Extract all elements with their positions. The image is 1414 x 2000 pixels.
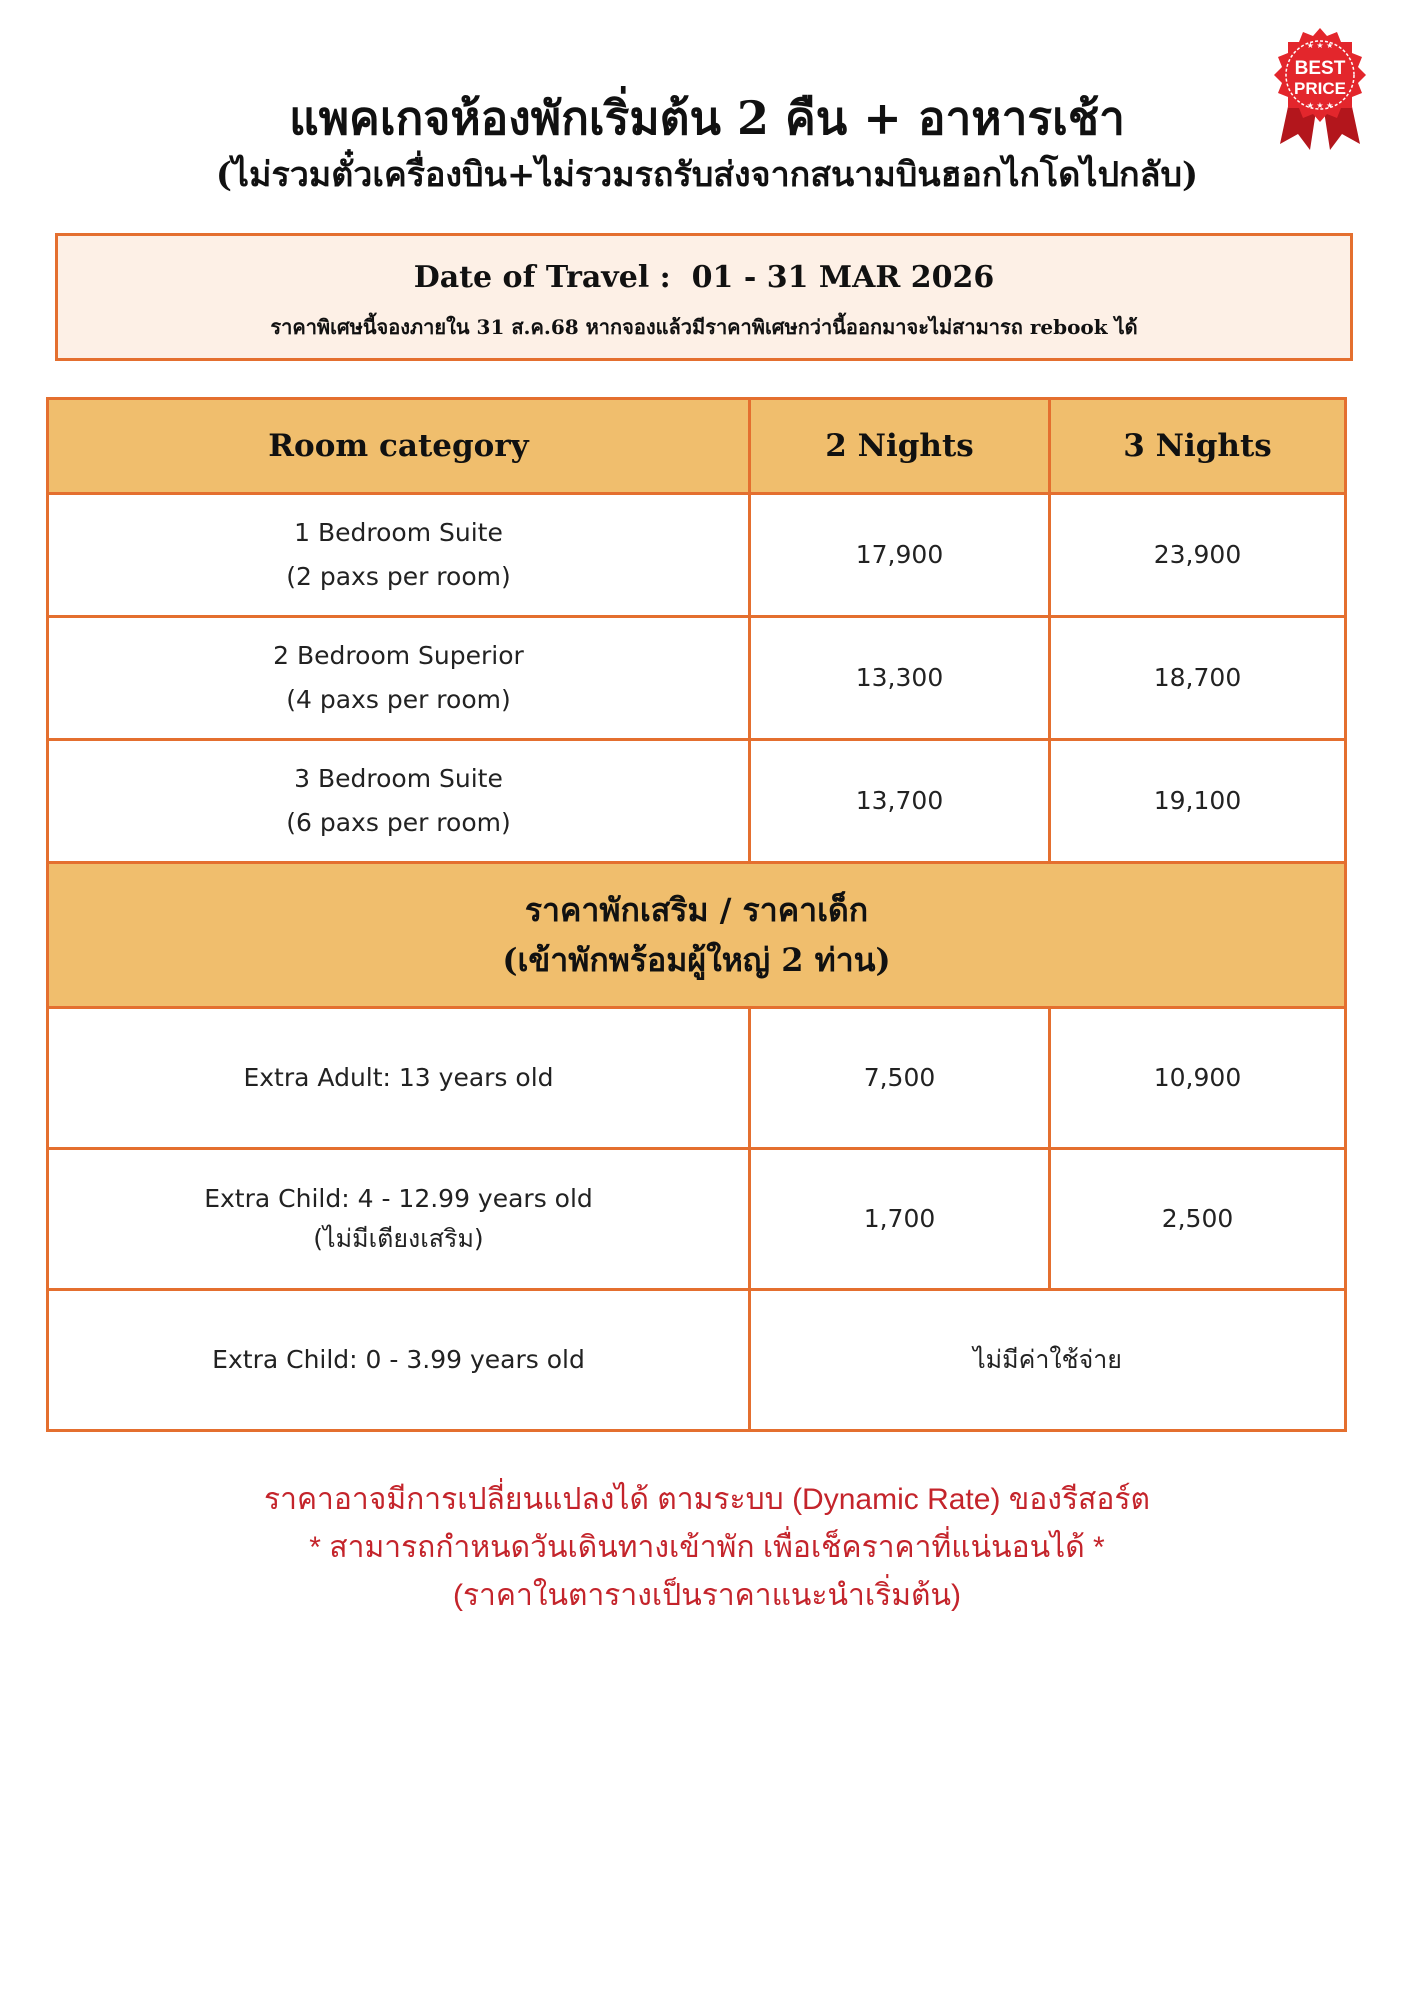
extra-label: Extra Child: 4 - 12.99 years old [204, 1184, 593, 1213]
extra-label: Extra Adult: 13 years old [243, 1063, 554, 1092]
note-line: * สามารถกำหนดวันเดินทางเข้าพัก เพื่อเช็คราคาที่แน่นอนได้ * [309, 1531, 1105, 1564]
room-category-cell [48, 494, 750, 617]
room-capacity: (4 paxs per room) [286, 685, 511, 714]
room-capacity: (2 paxs per room) [286, 562, 511, 591]
header-3-nights: 3 Nights [1050, 399, 1346, 494]
best-price-badge [1270, 26, 1370, 156]
room-name: 2 Bedroom Superior [273, 641, 524, 670]
price-2-nights: 13,700 [750, 740, 1050, 863]
travel-date [58, 258, 1350, 298]
extra-section-title [48, 863, 1346, 1008]
table-row [48, 1149, 1346, 1290]
rate-notes [0, 1476, 1414, 1620]
price-3-nights: 23,900 [1050, 494, 1346, 617]
note-line: (ราคาในตารางเป็นราคาแนะนำเริ่มต้น) [452, 1579, 962, 1612]
extra-label: Extra Child: 0 - 3.99 years old [212, 1345, 585, 1374]
price-2-nights: 13,300 [750, 617, 1050, 740]
extra-sub-label: (ไม่มีเตียงเสริม) [313, 1224, 484, 1253]
badge-stars: ★ ★ ★ [1306, 41, 1334, 50]
page-subtitle: (ไม่รวมตั๋วเครื่องบิน+ไม่รวมรถรับส่งจากสนามบินฮอกไกโดไปกลับ) [215, 155, 1199, 195]
travel-date-label: Date of Travel : [413, 260, 671, 295]
price-3-nights: 2,500 [1050, 1149, 1346, 1290]
extra-label-cell [48, 1290, 750, 1431]
extra-label-cell [48, 1008, 750, 1149]
extra-section-line2: (เข้าพักพร้อมผู้ใหญ่ 2 ท่าน) [502, 941, 891, 979]
table-header-row [48, 399, 1346, 494]
room-capacity: (6 paxs per room) [286, 808, 511, 837]
travel-date-range: 01 - 31 MAR 2026 [691, 260, 995, 295]
header-2-nights: 2 Nights [750, 399, 1050, 494]
badge-text-price: PRICE [1294, 79, 1346, 98]
table-row [48, 494, 1346, 617]
note-line: ราคาอาจมีการเปลี่ยนแปลงได้ ตามระบบ (Dynamic Rate) ของรีสอร์ต [264, 1483, 1150, 1516]
table-row [48, 1008, 1346, 1149]
table-row [48, 617, 1346, 740]
table-row [48, 740, 1346, 863]
price-2-nights: 17,900 [750, 494, 1050, 617]
price-2-nights: 7,500 [750, 1008, 1050, 1149]
booking-note: ราคาพิเศษนี้จองภายใน 31 ส.ค.68 หากจองแล้วมีราคาพิเศษกว่านี้ออกมาจะไม่สามารถ rebook ได้ [270, 315, 1138, 339]
price-3-nights: 10,900 [1050, 1008, 1346, 1149]
extra-section-header [48, 863, 1346, 1008]
badge-stars-bottom: ★ ★ ★ [1306, 101, 1334, 110]
price-2-nights: 1,700 [750, 1149, 1050, 1290]
free-of-charge: ไม่มีค่าใช้จ่าย [750, 1290, 1346, 1431]
room-name: 3 Bedroom Suite [294, 764, 503, 793]
rate-table [46, 397, 1347, 1432]
header-room-category: Room category [48, 399, 750, 494]
room-category-cell [48, 617, 750, 740]
room-name: 1 Bedroom Suite [294, 518, 503, 547]
badge-text-best: BEST [1294, 58, 1346, 79]
extra-label-cell [48, 1149, 750, 1290]
price-3-nights: 18,700 [1050, 617, 1346, 740]
page-title: แพคเกจห้องพักเริ่มต้น 2 คืน + อาหารเช้า [289, 91, 1125, 145]
price-3-nights: 19,100 [1050, 740, 1346, 863]
travel-date-box [55, 233, 1353, 361]
extra-section-line1: ราคาพักเสริม / ราคาเด็ก [524, 891, 869, 929]
table-row [48, 1290, 1346, 1431]
room-category-cell [48, 740, 750, 863]
